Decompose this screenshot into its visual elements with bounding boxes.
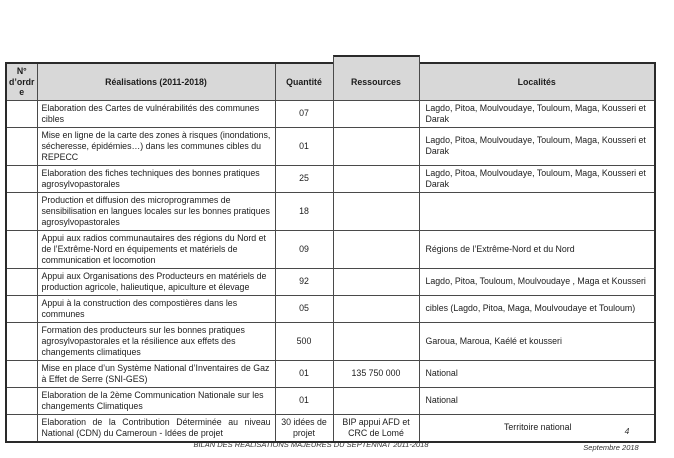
cell-localites: Lagdo, Pitoa, Moulvoudaye, Touloum, Maga, Kousseri et Darak xyxy=(419,100,655,127)
cell-quantite: 07 xyxy=(275,100,333,127)
cell-localites: National xyxy=(419,387,655,414)
cell-order xyxy=(6,165,37,192)
cell-realisation: Production et diffusion des microprogrammes de sensibilisation en langues locales sur les bonnes pratiques agrosylvopastorales xyxy=(37,192,275,230)
cell-localites: Lagdo, Pitoa, Moulvoudaye, Touloum, Maga, Kousseri et Darak xyxy=(419,127,655,165)
cell-ressources: 135 750 000 xyxy=(333,360,419,387)
cell-localites: Territoire national xyxy=(419,414,655,442)
cell-ressources xyxy=(333,165,419,192)
cell-localites: Garoua, Maroua, Kaélé et kousseri xyxy=(419,322,655,360)
cell-localites xyxy=(419,192,655,230)
cell-realisation: Elaboration des fiches techniques des bonnes pratiques agrosylvopastorales xyxy=(37,165,275,192)
cell-quantite: 92 xyxy=(275,268,333,295)
cell-localites: Régions de l’Extrême-Nord et du Nord xyxy=(419,230,655,268)
cell-quantite: 09 xyxy=(275,230,333,268)
table-row xyxy=(6,230,655,268)
table-row xyxy=(6,127,655,165)
cell-quantite: 18 xyxy=(275,192,333,230)
footer-title: BILAN DES REALISATIONS MAJEURES DU SEPTENNAT 2011-2018 xyxy=(193,440,429,449)
header-ressources-label: Ressources xyxy=(351,76,401,87)
header-quantite: Quantité xyxy=(275,63,333,100)
table-row xyxy=(6,192,655,230)
cell-realisation: Mise en ligne de la carte des zones à risques (inondations, sécheresse, épidémies…) dans les communes cibles du REPECC xyxy=(37,127,275,165)
footer-date: Septembre 2018 xyxy=(583,443,639,452)
cell-order xyxy=(6,360,37,387)
cell-localites: cibles (Lagdo, Pitoa, Maga, Moulvoudaye et Touloum) xyxy=(419,295,655,322)
cell-ressources xyxy=(333,100,419,127)
cell-ressources: BIP appui AFD et CRC de Lomé xyxy=(333,414,419,442)
cell-order xyxy=(6,192,37,230)
page-number: 4 xyxy=(624,426,630,436)
table-header-row xyxy=(6,63,655,100)
cell-order xyxy=(6,100,37,127)
cell-order xyxy=(6,387,37,414)
cell-realisation: Elaboration de la 2ème Communication Nationale sur les changements Climatiques xyxy=(37,387,275,414)
realisations-table xyxy=(5,62,656,443)
cell-ressources xyxy=(333,192,419,230)
cell-quantite: 25 xyxy=(275,165,333,192)
table-row xyxy=(6,360,655,387)
table-row xyxy=(6,322,655,360)
cell-order xyxy=(6,127,37,165)
table-row xyxy=(6,387,655,414)
cell-ressources xyxy=(333,387,419,414)
header-localites: Localités xyxy=(419,63,655,100)
cell-realisation: Elaboration de la Contribution Déterminée au niveau National (CDN) du Cameroun - Idées de projet xyxy=(37,414,275,442)
table-row xyxy=(6,295,655,322)
table-row xyxy=(6,100,655,127)
cell-order xyxy=(6,230,37,268)
cell-realisation: Formation des producteurs sur les bonnes pratiques agrosylvopastorales et la résilience aux effets des changements climatiques xyxy=(37,322,275,360)
cell-realisation: Mise en place d’un Système National d’Inventaires de Gaz à Effet de Serre (SNI-GES) xyxy=(37,360,275,387)
cell-order xyxy=(6,414,37,442)
cell-quantite: 01 xyxy=(275,387,333,414)
cell-realisation: Elaboration des Cartes de vulnérabilités des communes cibles xyxy=(37,100,275,127)
cell-quantite: 01 xyxy=(275,127,333,165)
cell-ressources xyxy=(333,295,419,322)
cell-localites: Lagdo, Pitoa, Moulvoudaye, Touloum, Maga, Kousseri et Darak xyxy=(419,165,655,192)
cell-quantite: 01 xyxy=(275,360,333,387)
cell-ressources xyxy=(333,322,419,360)
cell-realisation: Appui aux radios communautaires des régions du Nord et de l’Extrême-Nord en équipements et matériels de communication et locomotion xyxy=(37,230,275,268)
cell-order xyxy=(6,295,37,322)
header-order: N° d’ordre xyxy=(6,63,37,100)
cell-quantite: 05 xyxy=(275,295,333,322)
ressources-raised-cell-top xyxy=(333,55,420,68)
cell-localites: Lagdo, Pitoa, Touloum, Moulvoudaye , Maga et Kousseri xyxy=(419,268,655,295)
cell-order xyxy=(6,268,37,295)
table-row xyxy=(6,165,655,192)
cell-realisation: Appui à la construction des compostières dans les communes xyxy=(37,295,275,322)
cell-realisation: Appui aux Organisations des Producteurs en matériels de production agricole, halieutique, apiculture et élevage xyxy=(37,268,275,295)
table-row xyxy=(6,268,655,295)
header-realisations: Réalisations (2011-2018) xyxy=(37,63,275,100)
cell-localites: National xyxy=(419,360,655,387)
header-ressources xyxy=(333,63,419,100)
cell-order xyxy=(6,322,37,360)
cell-ressources xyxy=(333,127,419,165)
cell-ressources xyxy=(333,268,419,295)
cell-quantite: 500 xyxy=(275,322,333,360)
cell-ressources xyxy=(333,230,419,268)
cell-quantite: 30 idées de projet xyxy=(275,414,333,442)
table-row xyxy=(6,414,655,442)
